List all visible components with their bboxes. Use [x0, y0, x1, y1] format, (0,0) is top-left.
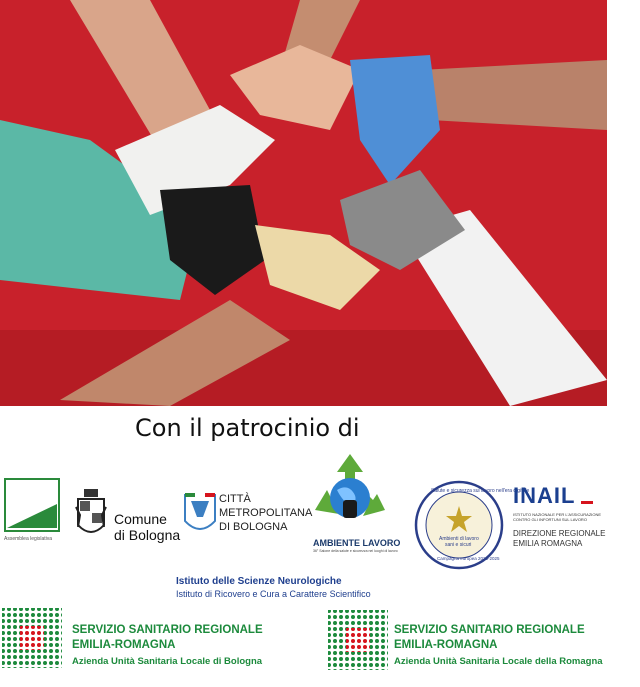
ssr-bologna-line1: SERVIZIO SANITARIO REGIONALE	[72, 624, 263, 636]
inail-desc1: ISTITUTO NAZIONALE PER L'ASSICURAZIONE	[513, 512, 602, 517]
regione-caption: Assemblea legislativa	[4, 536, 53, 542]
ssr-bologna-line2: EMILIA-ROMAGNA	[72, 639, 176, 651]
campaign-center-line2: sani e sicuri	[445, 542, 472, 548]
ssr-romagna-line3: Azienda Unità Sanitaria Locale della Romagna	[394, 656, 603, 667]
comune-line1: Comune	[114, 511, 167, 527]
metro-line2: METROPOLITANA	[219, 507, 313, 519]
inail-name: INAIL	[513, 483, 576, 508]
metro-line1: CITTÀ	[219, 493, 251, 505]
patronage-heading: Con il patrocinio di	[135, 414, 360, 442]
eu-campaign-badge	[413, 480, 530, 570]
ssr-bologna-line3: Azienda Unità Sanitaria Locale di Bologna	[72, 656, 263, 667]
ambiente-title: AMBIENTE LAVORO	[313, 538, 401, 548]
regione-emilia-romagna-logo	[4, 478, 60, 544]
ambiente-lavoro-logo	[307, 450, 401, 560]
comune-line2: di Bologna	[114, 527, 181, 543]
isn-line2: Istituto di Ricovero e Cura a Carattere Scientifico	[176, 589, 371, 599]
campaign-center-line1: Ambienti di lavoro	[439, 536, 479, 542]
comune-bologna-logo	[74, 487, 184, 547]
ambiente-subtitle: 36° Salone della salute e sicurezza nei luoghi di lavoro	[313, 549, 398, 553]
inail-dir2: EMILIA ROMAGNA	[513, 539, 583, 548]
ssr-romagna-logo	[326, 608, 616, 672]
campaign-ring-text: Salute e sicurezza sul lavoro nell'era digitale	[431, 488, 530, 494]
inail-red-bar	[581, 501, 593, 504]
metro-crest-icon	[183, 491, 217, 537]
metro-line3: DI BOLOGNA	[219, 521, 288, 533]
ssr-bologna-logo	[0, 606, 300, 670]
inail-desc2: CONTRO GLI INFORTUNI SUL LAVORO	[513, 517, 587, 522]
bologna-crest-icon	[74, 487, 108, 543]
istituto-scienze-neurologiche-logo	[176, 576, 436, 604]
inail-dir1: DIREZIONE REGIONALE	[513, 529, 606, 538]
ssr-romagna-line1: SERVIZIO SANITARIO REGIONALE	[394, 624, 585, 636]
ssr-dots-icon	[326, 608, 390, 672]
ssr-romagna-line2: EMILIA-ROMAGNA	[394, 639, 498, 651]
inail-logo	[511, 483, 611, 553]
recycle-globe-icon	[307, 450, 393, 536]
isn-line1: Istituto delle Scienze Neurologiche	[176, 576, 342, 587]
ssr-dots-icon	[0, 606, 64, 670]
campaign-bottom-text: Campagna europea 2023-2025	[437, 556, 500, 561]
citta-metropolitana-logo	[183, 491, 313, 543]
